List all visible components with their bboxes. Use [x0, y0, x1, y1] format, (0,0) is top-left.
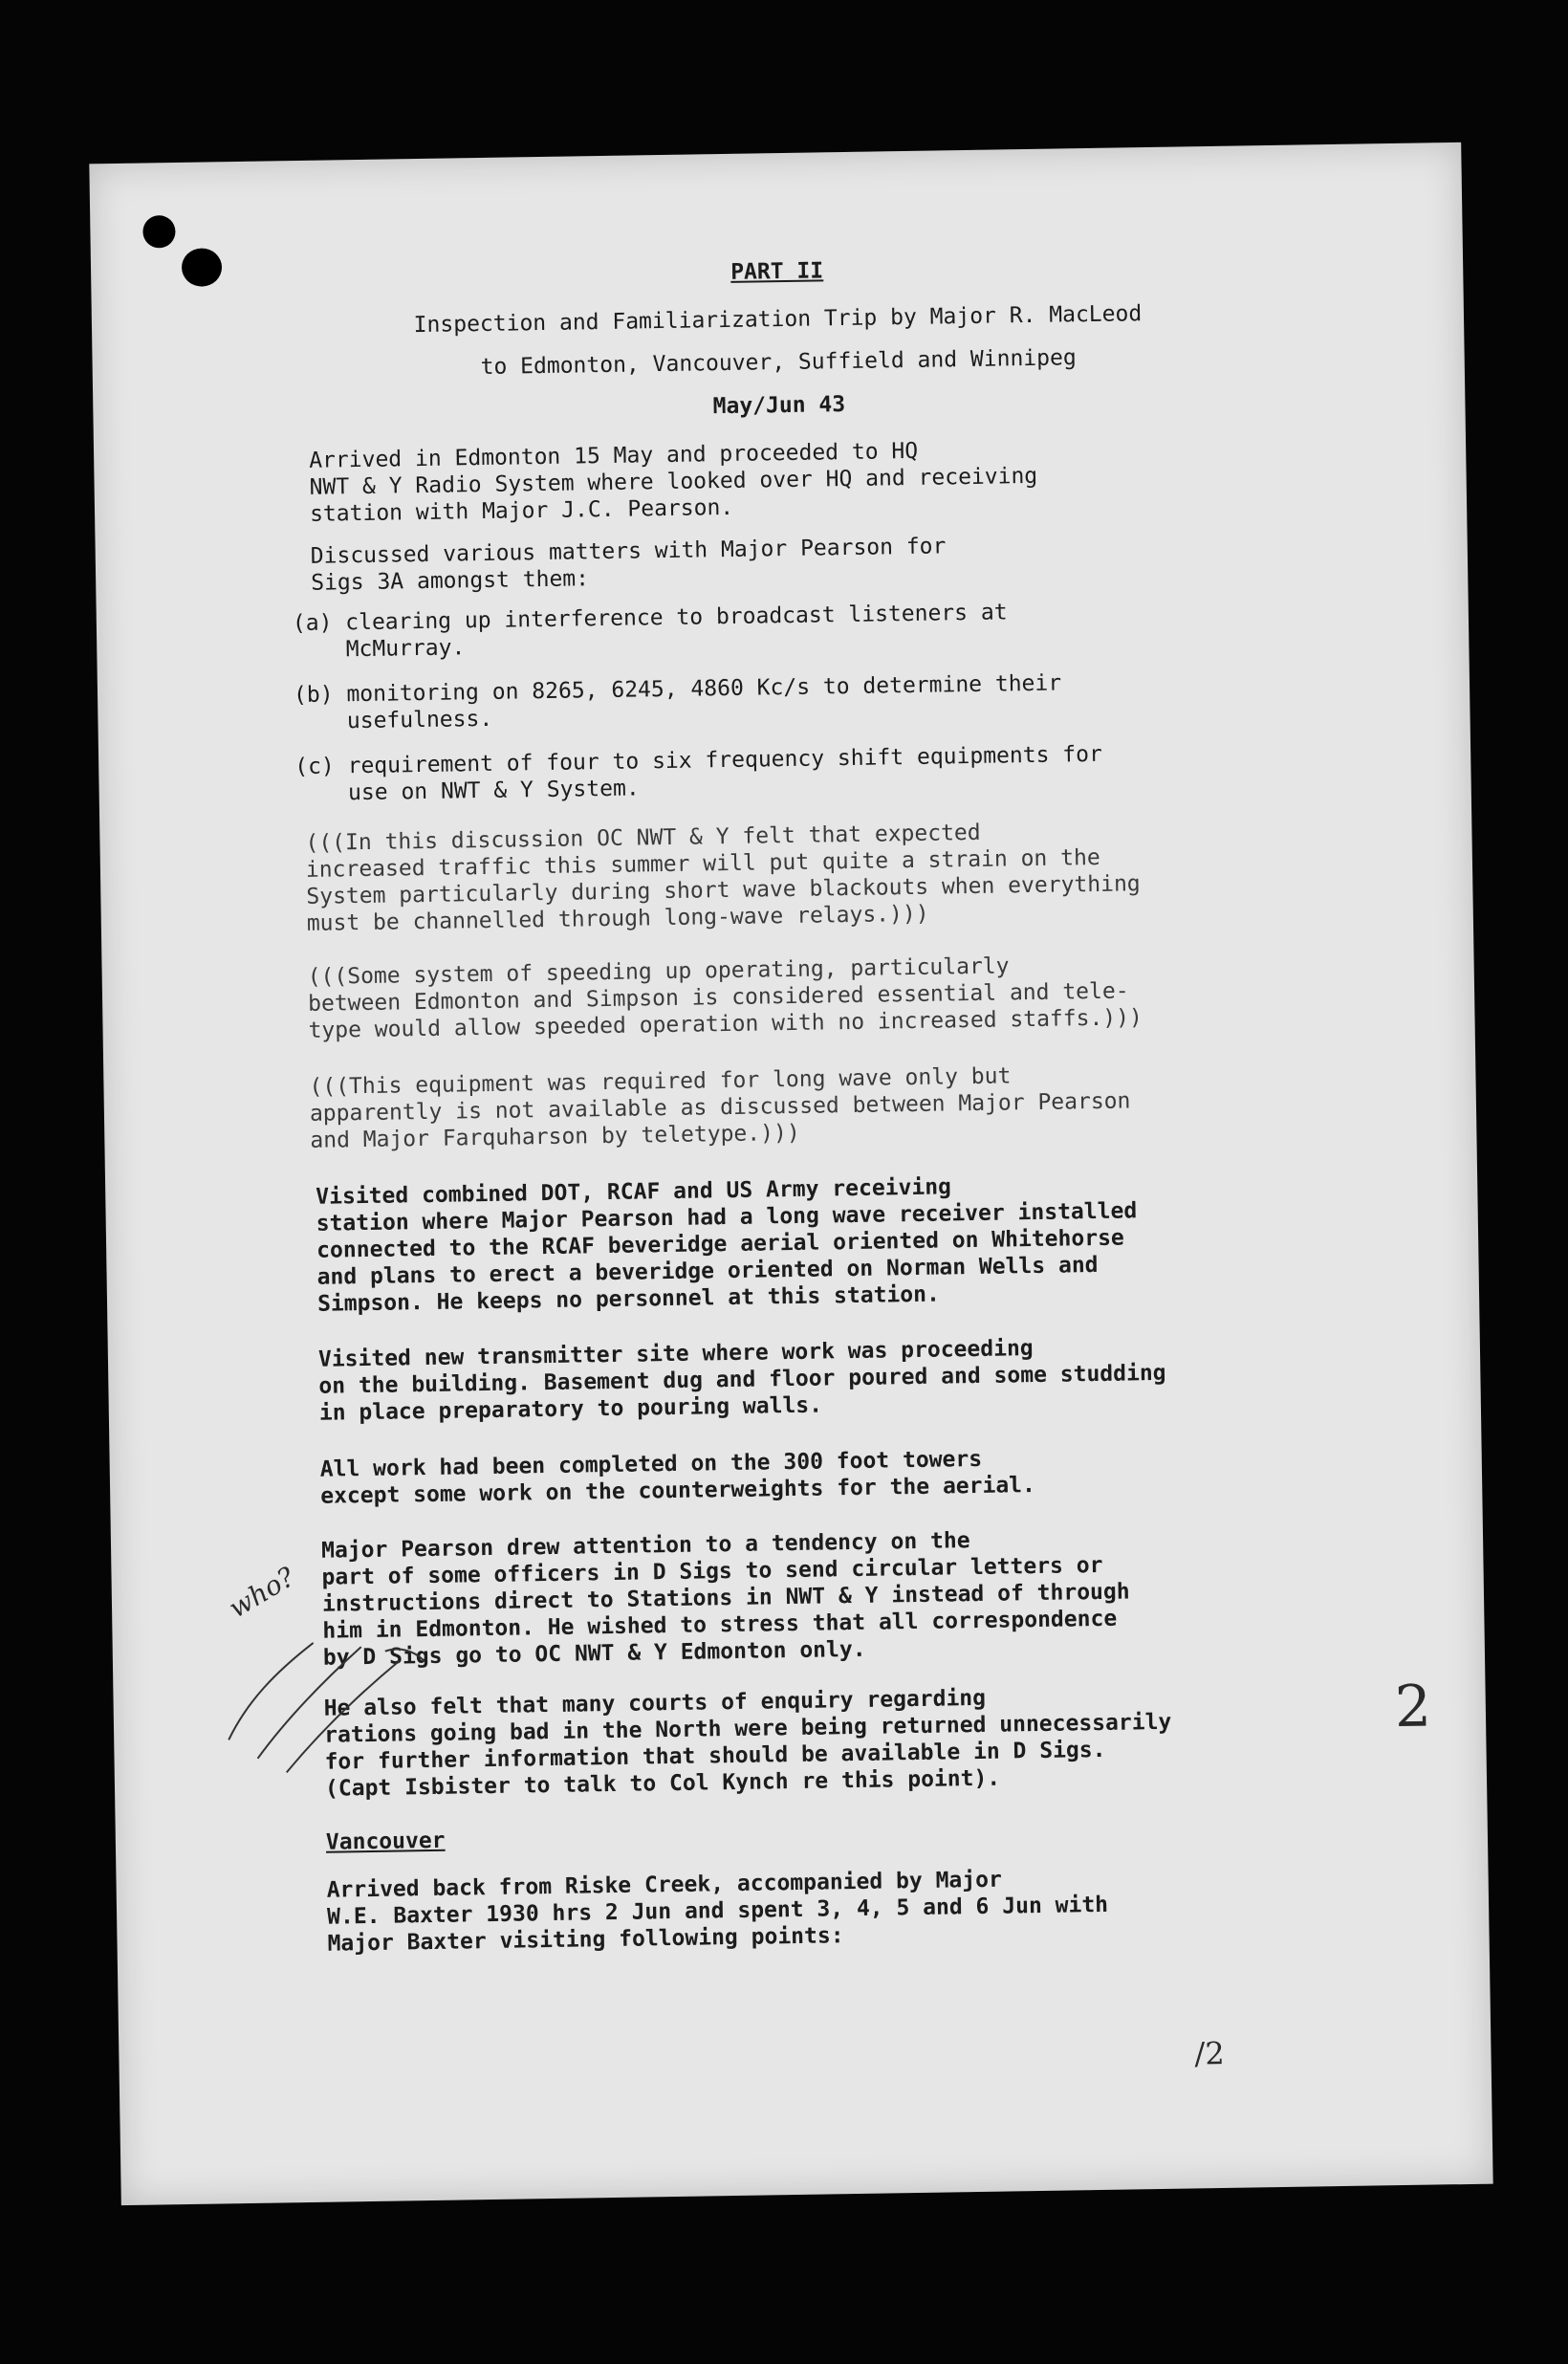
document-page — [89, 142, 1492, 2205]
list-item: (a) clearing up interference to broadcast listeners at McMurray. — [292, 600, 1008, 664]
part-heading: PART II — [730, 258, 824, 285]
handwritten-margin-mark: 2 — [1394, 1673, 1432, 1741]
paragraph: Discussed various matters with Major Pearson for Sigs 3A amongst them: — [310, 534, 947, 596]
note-paragraph: (((In this discussion OC NWT & Y felt that expected increased traffic this summer will put quite a strain on the System particularly during short wave blackouts when everything must be channelled through long-wave relays.))) — [305, 820, 1141, 936]
paragraph: Major Pearson drew attention to a tendency on the part of some officers in D Sigs to send circular letters or instructions direct to Stations in NWT & Y instead of through him in Edmonton. He wished to stress that all correspondence by D Sigs go to OC NWT & Y Edmonton only. — [320, 1528, 1130, 1671]
paragraph: All work had been completed on the 300 foot towers except some work on the counterweights for the aerial. — [319, 1446, 1036, 1509]
title-line-2: to Edmonton, Vancouver, Suffield and Winnipeg — [480, 345, 1077, 380]
paragraph: Visited new transmitter site where work was proceeding on the building. Basement dug and floor poured and some studding in place preparatory to pouring walls. — [317, 1336, 1166, 1426]
punch-hole — [142, 215, 176, 249]
paragraph: Arrived in Edmonton 15 May and proceeded to HQ NWT & Y Radio System where looked over HQ and receiving station with Major J.C. Pearson. — [309, 438, 1038, 527]
list-item: (c) requirement of four to six frequency shift equipments for use on NWT & Y System. — [294, 741, 1103, 807]
handwritten-page-number: /2 — [1194, 2034, 1225, 2072]
paragraph: He also felt that many courts of enquiry regarding rations going bad in the North were being returned unnecessarily for further information that should be available in D Sigs. (Capt Isbister to talk to Col Kynch re this point). — [323, 1685, 1172, 1802]
note-paragraph: (((This equipment was required for long wave only but apparently is not available as discussed between Major Pearson and Major Farquharson by teletype.))) — [309, 1063, 1131, 1153]
list-item: (b) monitoring on 8265, 6245, 4860 Kc/s to determine their usefulness. — [293, 670, 1062, 735]
title-line-1: Inspection and Familiarization Trip by Major R. MacLeod — [413, 301, 1143, 339]
section-heading: Vancouver — [325, 1828, 446, 1855]
note-paragraph: (((Some system of speeding up operating, particularly between Edmonton and Simpson is considered essential and tele- type would allow speeded operation with no increased staffs.))) — [307, 953, 1143, 1043]
handwritten-margin-note: who? — [223, 1561, 300, 1625]
handwritten-scribble — [217, 1593, 430, 1787]
paragraph: Arrived back from Riske Creek, accompanied by Major W.E. Baxter 1930 hrs 2 Jun and spent 3, 4, 5 and 6 Jun with Major Baxter visiting following points: — [326, 1867, 1109, 1957]
date-line: May/Jun 43 — [712, 392, 846, 420]
paragraph: Visited combined DOT, RCAF and US Army receiving station where Major Pearson had a long wave receiver installed connected to the RCAF beveridge aerial oriented on Whitehorse and plans to erect a beveridge oriented on Norman Wells and Simpson. He keeps no personnel at this station. — [316, 1174, 1138, 1317]
